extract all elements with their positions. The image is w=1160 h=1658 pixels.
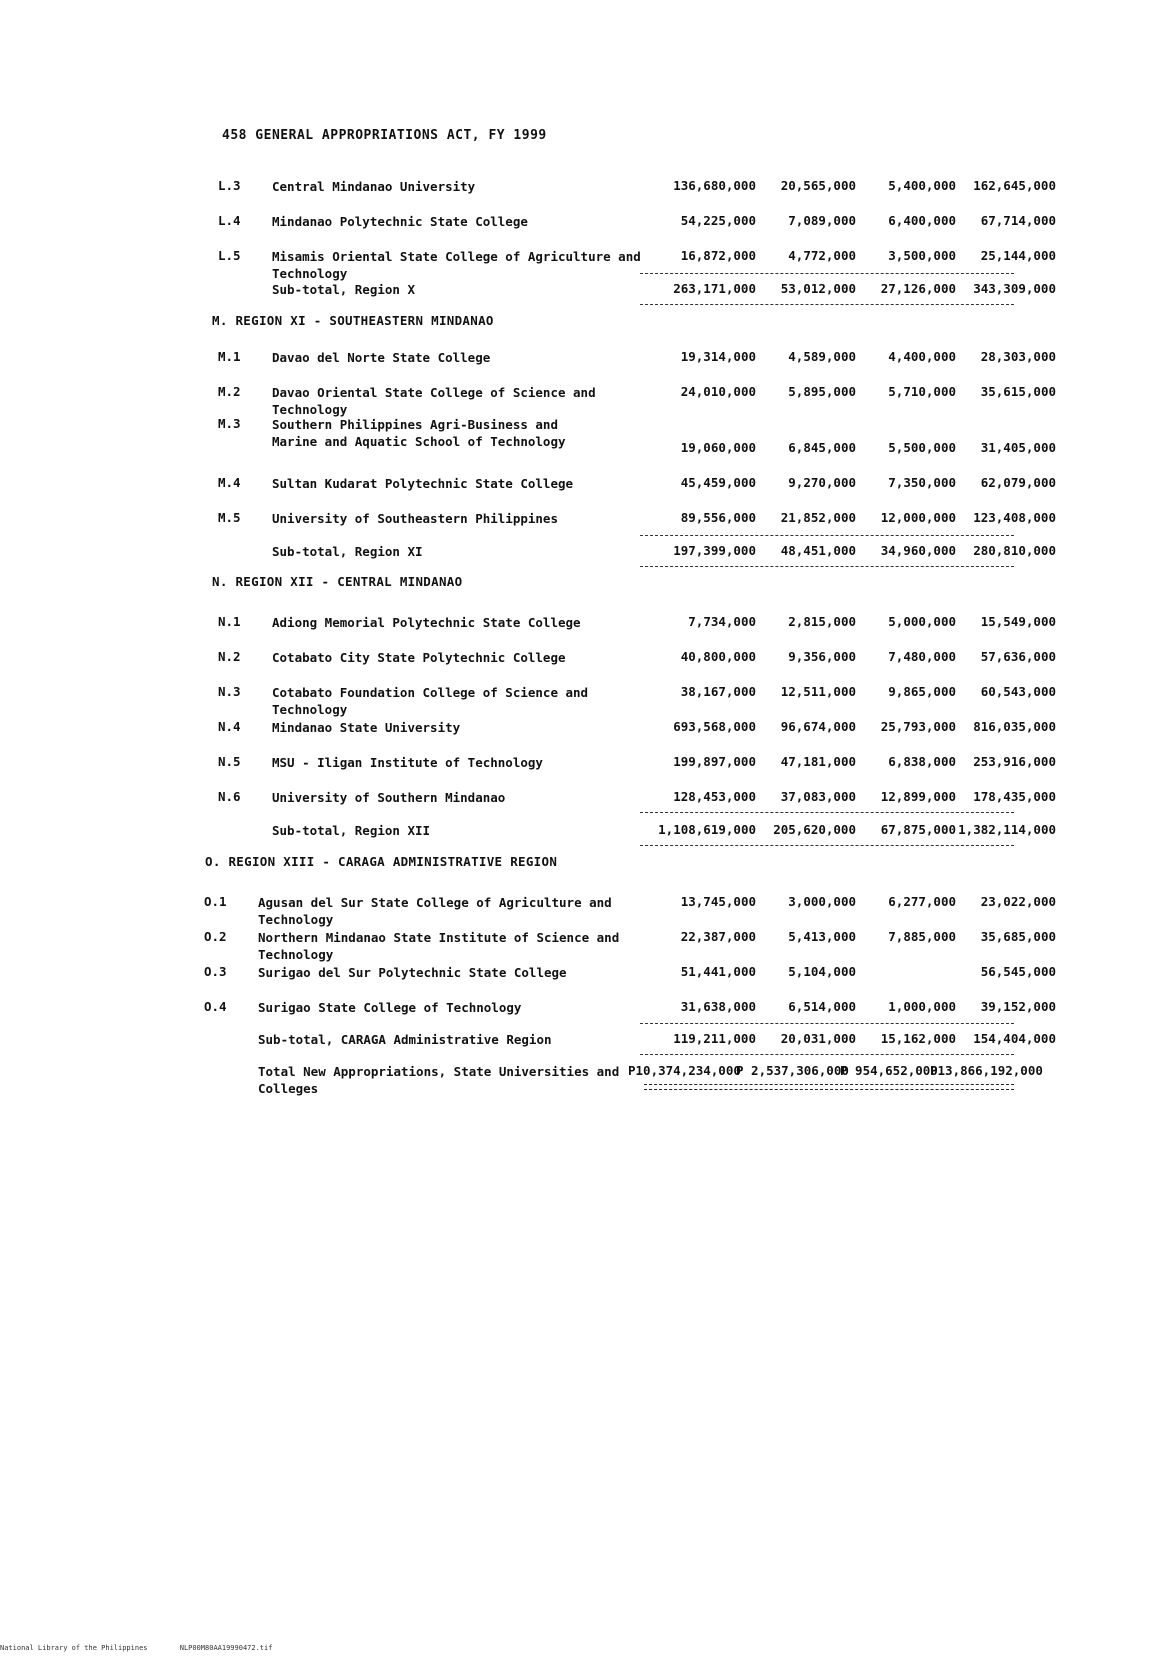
subtotal-label: Sub-total, CARAGA Administrative Region [258, 1032, 552, 1047]
table-row [0, 248, 1160, 284]
amount-col2: 21,852,000 [780, 510, 856, 525]
amount-col2: 3,000,000 [788, 894, 856, 909]
amount-col3: 9,865,000 [888, 684, 956, 699]
amount-col1: 19,060,000 [680, 440, 756, 455]
table-row [0, 213, 1160, 249]
amount-col3: 12,000,000 [880, 510, 956, 525]
amount-col4: 280,810,000 [973, 543, 1056, 558]
table-row [0, 684, 1160, 720]
item-code: N.2 [218, 649, 241, 664]
table-row [0, 929, 1160, 965]
amount-col2: 7,089,000 [788, 213, 856, 228]
amount-col4: 178,435,000 [973, 789, 1056, 804]
item-code: N.3 [218, 684, 241, 699]
amount-col4: 62,079,000 [980, 475, 1056, 490]
amount-col3: 67,875,000 [880, 822, 956, 837]
amount-col1: 22,387,000 [680, 929, 756, 944]
amount-col2: 12,511,000 [780, 684, 856, 699]
institution-name: Cotabato City State Polytechnic College [272, 650, 566, 665]
amount-col1: 16,872,000 [680, 248, 756, 263]
amount-col1: 119,211,000 [673, 1031, 756, 1046]
table-row [0, 475, 1160, 511]
item-code: O.3 [204, 964, 227, 979]
amount-col3: 25,793,000 [880, 719, 956, 734]
amount-col4: 154,404,000 [973, 1031, 1056, 1046]
amount-col4: 35,615,000 [980, 384, 1056, 399]
page-title: 458 GENERAL APPROPRIATIONS ACT, FY 1999 [222, 128, 547, 143]
amount-col2: 9,356,000 [788, 649, 856, 664]
item-code: L.3 [218, 178, 241, 193]
amount-col2: P 2,537,306,000 [736, 1063, 849, 1078]
item-code: O.1 [204, 894, 227, 909]
amount-col2: 6,514,000 [788, 999, 856, 1014]
item-code: N.5 [218, 754, 241, 769]
double-rule [644, 1084, 1014, 1090]
institution-name: Agusan del Sur State College of Agriculture and Technology [258, 895, 612, 927]
amount-col2: 5,895,000 [788, 384, 856, 399]
institution-name: Central Mindanao University [272, 179, 476, 194]
table-row [0, 510, 1160, 546]
item-code: L.5 [218, 248, 241, 263]
divider [640, 812, 1014, 813]
amount-col1: 197,399,000 [673, 543, 756, 558]
table-row [0, 614, 1160, 650]
table-row [0, 789, 1160, 825]
amount-col3: 27,126,000 [880, 281, 956, 296]
amount-col3: 4,400,000 [888, 349, 956, 364]
institution-name: Southern Philippines Agri-Business and [272, 417, 558, 432]
amount-col3: 15,162,000 [880, 1031, 956, 1046]
institution-name-line2: Marine and Aquatic School of Technology [272, 434, 566, 449]
institution-name: Northern Mindanao State Institute of Science and Technology [258, 930, 620, 962]
divider [640, 566, 1014, 567]
amount-col1: 1,108,619,000 [658, 822, 756, 837]
amount-col1: 13,745,000 [680, 894, 756, 909]
institution-name: Cotabato Foundation College of Science and Technology [272, 685, 589, 717]
amount-col4: 15,549,000 [980, 614, 1056, 629]
amount-col2: 5,413,000 [788, 929, 856, 944]
amount-col4: 23,022,000 [980, 894, 1056, 909]
amount-col4: P13,866,192,000 [930, 1063, 1043, 1078]
amount-col1: 38,167,000 [680, 684, 756, 699]
amount-col4: 57,636,000 [980, 649, 1056, 664]
file-name: NLP00M80AA19990472.tif [179, 1644, 273, 1652]
amount-col2: 4,589,000 [788, 349, 856, 364]
amount-col1: 24,010,000 [680, 384, 756, 399]
table-row [0, 384, 1160, 420]
amount-col3: 7,480,000 [888, 649, 956, 664]
institution-name: Davao Oriental State College of Science and Technology [272, 385, 596, 417]
amount-col4: 1,382,114,000 [958, 822, 1056, 837]
divider [640, 1054, 1014, 1055]
table-row [0, 178, 1160, 214]
amount-col1: 45,459,000 [680, 475, 756, 490]
amount-col2: 6,845,000 [788, 440, 856, 455]
subtotal-row [0, 543, 1160, 579]
institution-name: Adiong Memorial Polytechnic State College [272, 615, 581, 630]
amount-col2: 20,031,000 [780, 1031, 856, 1046]
amount-col2: 2,815,000 [788, 614, 856, 629]
table-row [0, 999, 1160, 1035]
amount-col4: 123,408,000 [973, 510, 1056, 525]
table-row [0, 719, 1160, 755]
amount-col1: 40,800,000 [680, 649, 756, 664]
amount-col3: 6,838,000 [888, 754, 956, 769]
amount-col3: P 954,652,000 [840, 1063, 938, 1078]
institution-name: University of Southeastern Philippines [272, 511, 558, 526]
item-code: M.5 [218, 510, 241, 525]
amount-col4: 35,685,000 [980, 929, 1056, 944]
section-heading: O. REGION XIII - CARAGA ADMINISTRATIVE REGION [205, 854, 558, 869]
table-row [0, 754, 1160, 790]
amount-col2: 5,104,000 [788, 964, 856, 979]
divider [640, 535, 1014, 536]
amount-col2: 47,181,000 [780, 754, 856, 769]
amount-col4: 253,916,000 [973, 754, 1056, 769]
scan-footer [0, 1644, 300, 1652]
table-row [0, 894, 1160, 930]
section-heading: N. REGION XII - CENTRAL MINDANAO [212, 574, 463, 589]
amount-col1: 128,453,000 [673, 789, 756, 804]
item-code: O.4 [204, 999, 227, 1014]
amount-col1: 19,314,000 [680, 349, 756, 364]
amount-col2: 4,772,000 [788, 248, 856, 263]
amount-col4: 31,405,000 [980, 440, 1056, 455]
grand-total-label: Total New Appropriations, State Universities and Colleges [258, 1064, 620, 1096]
amount-col3: 6,277,000 [888, 894, 956, 909]
amount-col1: 51,441,000 [680, 964, 756, 979]
amount-col4: 28,303,000 [980, 349, 1056, 364]
divider [640, 1023, 1014, 1024]
amount-col3: 3,500,000 [888, 248, 956, 263]
amount-col1: 199,897,000 [673, 754, 756, 769]
amount-col3: 7,885,000 [888, 929, 956, 944]
amount-col3: 5,400,000 [888, 178, 956, 193]
section-heading: M. REGION XI - SOUTHEASTERN MINDANAO [212, 313, 494, 328]
divider [640, 845, 1014, 846]
amount-col4: 816,035,000 [973, 719, 1056, 734]
amount-col4: 60,543,000 [980, 684, 1056, 699]
institution-name: Surigao del Sur Polytechnic State College [258, 965, 567, 980]
item-code: N.6 [218, 789, 241, 804]
amount-col2: 205,620,000 [773, 822, 856, 837]
amount-col1: P10,374,234,000 [628, 1063, 741, 1078]
subtotal-label: Sub-total, Region X [272, 282, 415, 297]
amount-col4: 25,144,000 [980, 248, 1056, 263]
institution-name: Mindanao Polytechnic State College [272, 214, 528, 229]
item-code: N.1 [218, 614, 241, 629]
amount-col3: 6,400,000 [888, 213, 956, 228]
amount-col3: 5,500,000 [888, 440, 956, 455]
library-name: National Library of the Philippines [0, 1644, 148, 1652]
grand-total-row [0, 1063, 1160, 1099]
amount-col3: 5,000,000 [888, 614, 956, 629]
item-code: M.1 [218, 349, 241, 364]
amount-col2: 53,012,000 [780, 281, 856, 296]
table-row [0, 349, 1160, 385]
item-code: N.4 [218, 719, 241, 734]
institution-name: Sultan Kudarat Polytechnic State College [272, 476, 574, 491]
subtotal-row [0, 281, 1160, 317]
amount-col2: 96,674,000 [780, 719, 856, 734]
institution-name: Misamis Oriental State College of Agriculture and Technology [272, 249, 641, 281]
amount-col3: 7,350,000 [888, 475, 956, 490]
institution-name: MSU - Iligan Institute of Technology [272, 755, 543, 770]
institution-name: Surigao State College of Technology [258, 1000, 522, 1015]
amount-col4: 56,545,000 [980, 964, 1056, 979]
amount-col2: 37,083,000 [780, 789, 856, 804]
subtotal-label: Sub-total, Region XI [272, 544, 423, 559]
amount-col4: 162,645,000 [973, 178, 1056, 193]
item-code: M.4 [218, 475, 241, 490]
table-row [0, 964, 1160, 1000]
institution-name: Mindanao State University [272, 720, 461, 735]
divider [640, 273, 1014, 274]
amount-col1: 89,556,000 [680, 510, 756, 525]
table-row [0, 416, 1160, 470]
amount-col1: 7,734,000 [688, 614, 756, 629]
subtotal-label: Sub-total, Region XII [272, 823, 431, 838]
table-row [0, 649, 1160, 685]
amount-col2: 9,270,000 [788, 475, 856, 490]
subtotal-row [0, 1031, 1160, 1067]
item-code: M.3 [218, 416, 241, 431]
amount-col1: 263,171,000 [673, 281, 756, 296]
amount-col4: 39,152,000 [980, 999, 1056, 1014]
subtotal-row [0, 822, 1160, 858]
amount-col2: 48,451,000 [780, 543, 856, 558]
amount-col3: 1,000,000 [888, 999, 956, 1014]
amount-col3: 34,960,000 [880, 543, 956, 558]
item-code: O.2 [204, 929, 227, 944]
divider [640, 304, 1014, 305]
amount-col3: 5,710,000 [888, 384, 956, 399]
amount-col1: 54,225,000 [680, 213, 756, 228]
institution-name: University of Southern Mindanao [272, 790, 506, 805]
amount-col2: 20,565,000 [780, 178, 856, 193]
amount-col1: 693,568,000 [673, 719, 756, 734]
amount-col1: 31,638,000 [680, 999, 756, 1014]
item-code: L.4 [218, 213, 241, 228]
amount-col3: 12,899,000 [880, 789, 956, 804]
item-code: M.2 [218, 384, 241, 399]
amount-col1: 136,680,000 [673, 178, 756, 193]
amount-col4: 343,309,000 [973, 281, 1056, 296]
institution-name: Davao del Norte State College [272, 350, 491, 365]
amount-col4: 67,714,000 [980, 213, 1056, 228]
